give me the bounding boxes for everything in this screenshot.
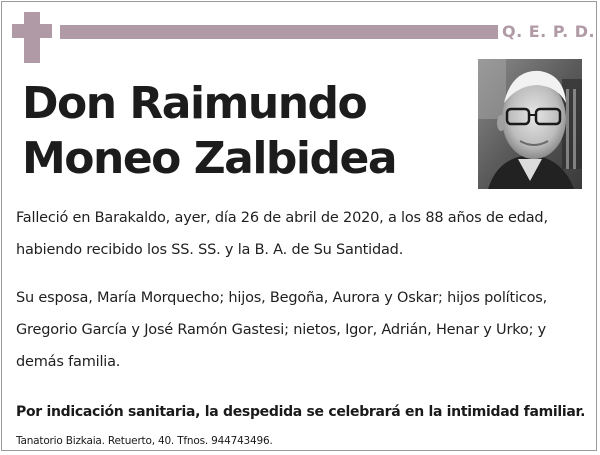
death-announcement: Falleció en Barakaldo, ayer, día 26 de abril de 2020, a los 88 años de edad, habiendo recibido los SS. SS. y la B. A. de Su Santidad. [16, 210, 548, 258]
name-line-1: Don Raimundo [22, 78, 367, 129]
deceased-name [22, 76, 396, 186]
header-rule [60, 25, 498, 39]
qepd-label: Q. E. P. D. [502, 22, 596, 41]
obituary-card [1, 1, 597, 451]
funeral-home-info: Tanatorio Bizkaia. Retuerto, 40. Tfnos. 944743496. [16, 435, 273, 447]
cross-icon-bar [12, 24, 52, 38]
sanitary-notice: Por indicación sanitaria, la despedida se celebrará en la intimidad familiar. [16, 404, 586, 420]
name-line-2: Moneo Zalbidea [22, 133, 397, 184]
family-list: Su esposa, María Morquecho; hijos, Begoña, Aurora y Oskar; hijos políticos, Gregorio García y José Ramón Gastesi; nietos, Igor, Adrián, Henar y Urko; y demás familia. [16, 290, 548, 370]
portrait-photo [478, 59, 582, 189]
